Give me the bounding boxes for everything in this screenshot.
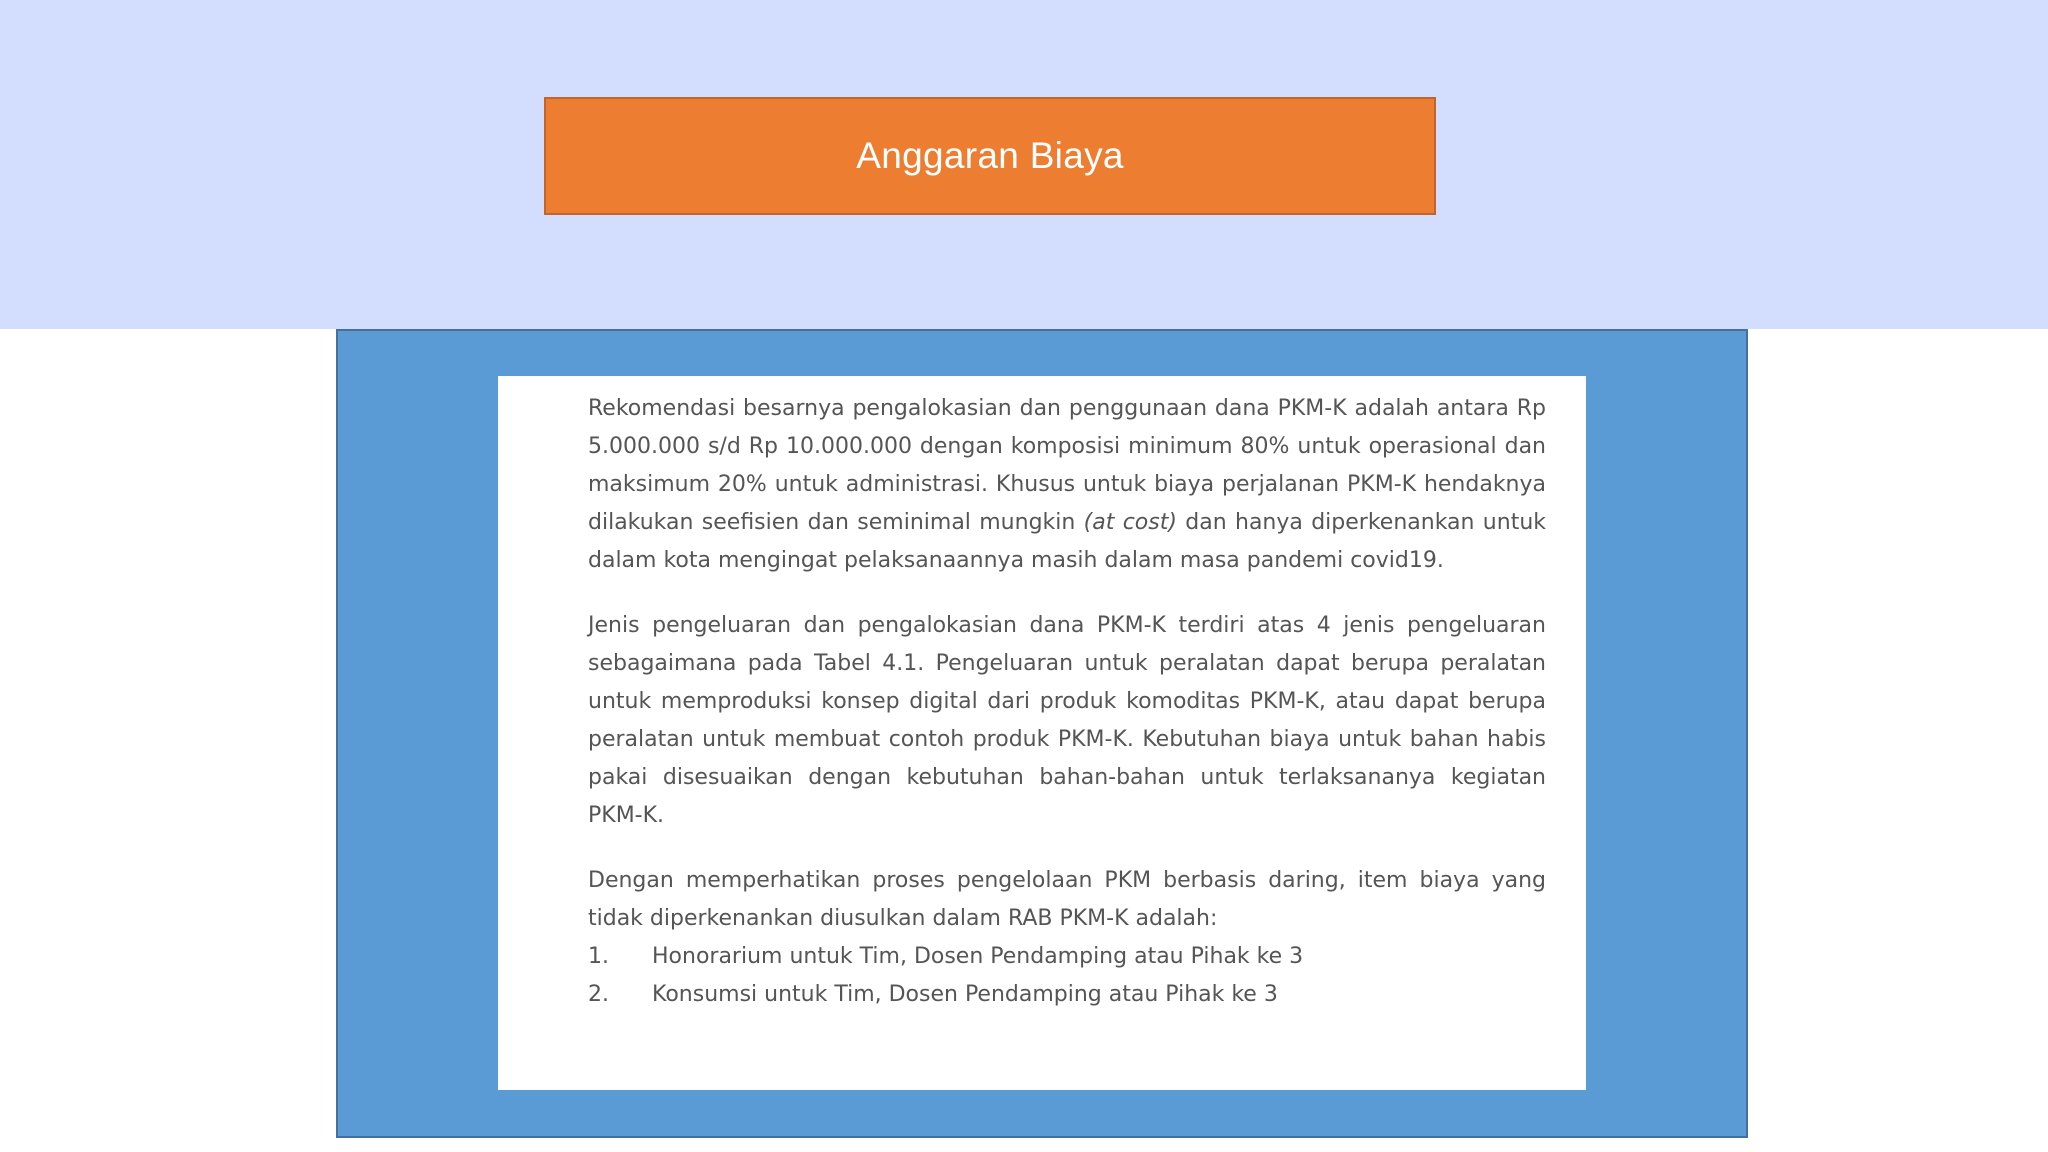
paragraph-budget-recommendation xyxy=(588,390,1546,580)
paragraph-1-italic: (at cost) xyxy=(1083,510,1177,535)
list-item-text: Konsumsi untuk Tim, Dosen Pendamping atau Pihak ke 3 xyxy=(652,982,1278,1007)
paragraph-1-text-end: dan hanya diperkenankan untuk dalam kota mengingat pelaksanaannya masih dalam masa pandemi covid19. xyxy=(588,510,1546,573)
page-title: Anggaran Biaya xyxy=(856,135,1124,176)
list-item-number: 2. xyxy=(588,982,609,1007)
paragraph-expense-types: Jenis pengeluaran dan pengalokasian dana PKM-K terdiri atas 4 jenis pengeluaran sebagaimana pada Tabel 4.1. Pengeluaran untuk peralatan dapat berupa peralatan untuk memproduksi konsep digital dari produk komoditas PKM-K, atau dapat berupa peralatan untuk membuat contoh produk PKM-K. Kebutuhan biaya untuk bahan habis pakai disesuaikan dengan kebutuhan bahan-bahan untuk terlaksananya kegiatan PKM-K. xyxy=(588,613,1546,828)
document-body xyxy=(588,390,1546,1014)
paragraph-1-text: Rekomendasi besarnya pengalokasian dan penggunaan dana PKM-K adalah antara Rp 5.000.000 s/d Rp 10.000.000 dengan komposisi minimum 80% untuk operasional dan maksimum 20% untuk administrasi. Khusus untuk biaya perjalanan PKM-K hendaknya dilakukan seefisien dan seminimal mungkin xyxy=(588,396,1546,535)
document-excerpt xyxy=(498,376,1586,1090)
list-item xyxy=(588,976,1546,1014)
paragraph-disallowed-items: Dengan memperhatikan proses pengelolaan PKM berbasis daring, item biaya yang tidak diperkenankan diusulkan dalam RAB PKM-K adalah: xyxy=(588,868,1546,931)
title-banner xyxy=(544,97,1436,215)
list-item xyxy=(588,938,1546,976)
list-item-text: Honorarium untuk Tim, Dosen Pendamping atau Pihak ke 3 xyxy=(652,944,1304,969)
list-item-number: 1. xyxy=(588,944,609,969)
